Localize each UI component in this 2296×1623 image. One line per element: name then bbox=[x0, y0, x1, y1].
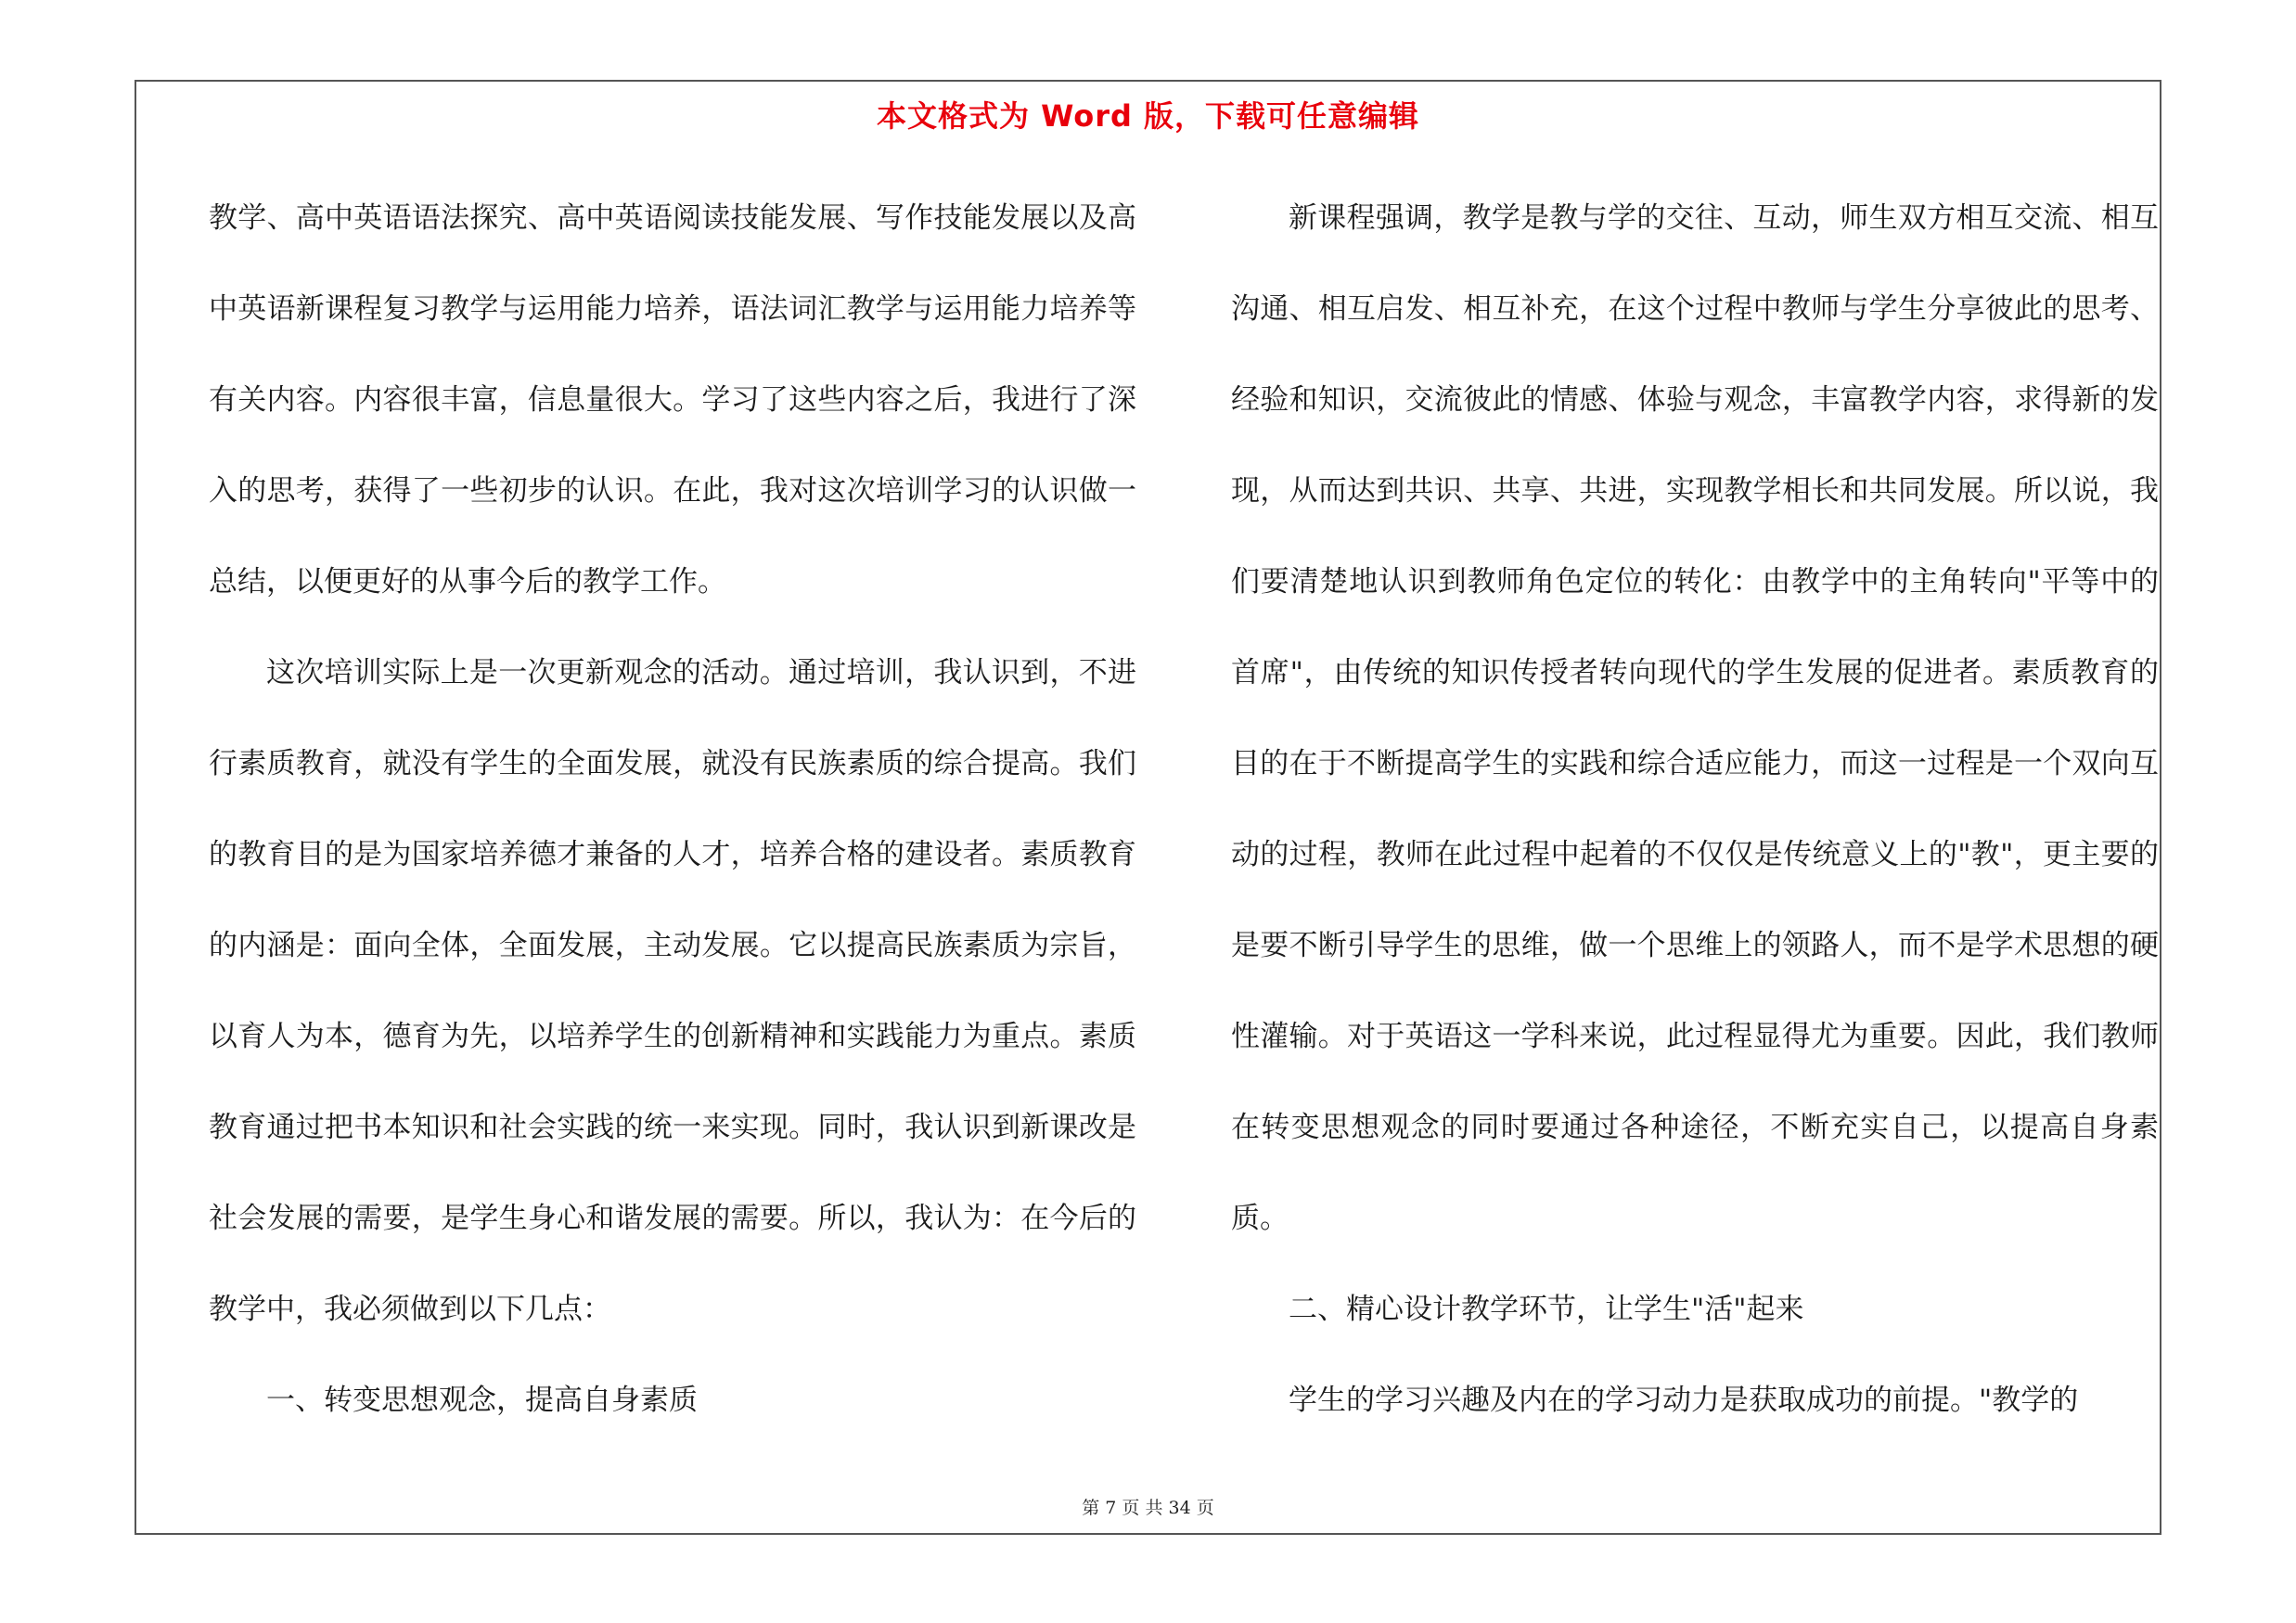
paragraph: 新课程强调，教学是教与学的交往、互动，师生双方相互交流、相互沟通、相互启发、相互补充，在这个过程中教师与学生分享彼此的思考、经验和知识，交流彼此的情感、体验与观念，丰富教学内容，求得新的发现，从而达到共识、共享、共进，实现教学相长和共同发展。所以说，我们要清楚地认识到教师角色定位的转化：由教学中的主角转向"平等中的首席"，由传统的知识传授者转向现代的学生发展的促进者。素质教育的目的在于不断提高学生的实践和综合适应能力，而这一过程是一个双向互动的过程，教师在此过程中起着的不仅仅是传统意义上的"教"，更主要的是要不断引导学生的思维，做一个思维上的领路人，而不是学术思想的硬性灌输。对于英语这一学科来说，此过程显得尤为重要。因此，我们教师在转变思想观念的同时要通过各种途径，不断充实自己，以提高自身素质。 bbox=[1231, 201, 2159, 1235]
paragraph: 学生的学习兴趣及内在的学习动力是获取成功的前提。"教学的 bbox=[1289, 1384, 2079, 1417]
left-column bbox=[209, 173, 1136, 1446]
page-frame bbox=[135, 80, 2161, 1535]
section-heading: 一、转变思想观念，提高自身素质 bbox=[266, 1384, 698, 1417]
header-banner: 本文格式为 Word 版，下载可任意编辑 bbox=[876, 98, 1420, 134]
page-number: 第 7 页 共 34 页 bbox=[1082, 1498, 1214, 1518]
right-column bbox=[1231, 173, 2159, 1446]
section-heading: 二、精心设计教学环节，让学生"活"起来 bbox=[1289, 1293, 1804, 1326]
paragraph: 教学、高中英语语法探究、高中英语阅读技能发展、写作技能发展以及高中英语新课程复习教学与运用能力培养，语法词汇教学与运用能力培养等有关内容。内容很丰富，信息量很大。学习了这些内容之后，我进行了深入的思考，获得了一些初步的认识。在此，我对这次培训学习的认识做一总结，以便更好的从事今后的教学工作。 bbox=[209, 201, 1136, 599]
paragraph: 这次培训实际上是一次更新观念的活动。通过培训，我认识到，不进行素质教育，就没有学生的全面发展，就没有民族素质的综合提高。我们的教育目的是为国家培养德才兼备的人才，培养合格的建设者。素质教育的内涵是：面向全体，全面发展，主动发展。它以提高民族素质为宗旨，以育人为本，德育为先，以培养学生的创新精神和实践能力为重点。素质教育通过把书本知识和社会实践的统一来实现。同时，我认识到新课改是社会发展的需要，是学生身心和谐发展的需要。所以，我认为：在今后的教学中，我必须做到以下几点： bbox=[209, 656, 1136, 1326]
